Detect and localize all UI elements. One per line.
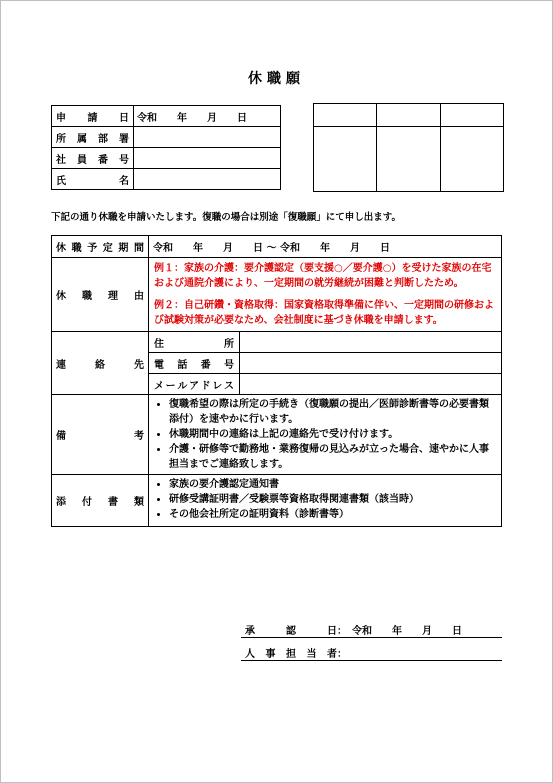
reason-example-2: 例２：自己研鑽・資格取得：国家資格取得準備に伴い、一定期間の研修および試験対策が必要なため、会社制度に基づき休職を申請します。: [154, 300, 494, 326]
name-label: 氏 名: [52, 169, 134, 190]
approval-date-line[interactable]: [241, 622, 502, 638]
remarks-cell: [149, 395, 502, 475]
department-field[interactable]: [134, 127, 281, 148]
employee-number-field[interactable]: [134, 148, 281, 169]
stamp-header-cell: [314, 104, 377, 127]
remarks-list: [151, 397, 496, 472]
reason-label: 休 職 理 由: [52, 258, 149, 332]
attachment-item: • その他会社所定の証明資料（診断書等）: [169, 507, 496, 522]
attachments-cell: [149, 475, 502, 527]
period-value[interactable]: 令和 年 月 日 ～ 令和 年 月 日: [149, 236, 502, 258]
remarks-item: • 休職期間中の連絡は上記の連絡先で受け付けます。: [169, 427, 496, 442]
hr-staff-line[interactable]: [241, 645, 502, 661]
email-field[interactable]: [240, 374, 502, 395]
reason-example-1: 例１：家族の介護：要介護認定（要支援○／要介護○）を受けた家族の在宅および通院介護により、一定期間の就労継続が困難と判断したため。: [154, 263, 492, 289]
apply-date-label: 申 請 日: [52, 106, 134, 127]
phone-field[interactable]: [240, 353, 502, 374]
hr-staff-label: 人 事 担 当 者: [245, 649, 337, 660]
approval-stamp-grid: [313, 103, 504, 192]
attachment-item: • 家族の要介護認定通知書: [169, 477, 496, 492]
stamp-header-cell: [440, 104, 503, 127]
hr-staff-value: ：: [337, 649, 347, 660]
attachments-list: [151, 477, 496, 522]
stamp-cell[interactable]: [440, 127, 503, 192]
applicant-table: [51, 105, 281, 190]
name-field[interactable]: [134, 169, 281, 190]
email-label: メ ー ル ア ド レ ス: [149, 374, 240, 395]
address-field[interactable]: [240, 332, 502, 353]
remarks-item: • 介護・研修等で勤務地・業務復帰の見込みが立った場合、速やかに人事担当までご連絡致します。: [169, 442, 496, 472]
apply-date-value[interactable]: 令和 年 月 日: [134, 106, 281, 127]
stamp-cell[interactable]: [377, 127, 440, 192]
attachment-item: • 研修受講証明書／受験票等資格取得関連書類（該当時）: [169, 492, 496, 507]
contact-label: 連 絡 先: [52, 332, 149, 395]
stamp-header-cell: [377, 104, 440, 127]
approval-date-value: ： 令和 年 月 日: [337, 626, 462, 637]
phone-label: 電 話 番 号: [149, 353, 240, 374]
contact-subtable: [149, 332, 501, 394]
employee-number-label: 社 員 番 号: [52, 148, 134, 169]
stamp-cell[interactable]: [314, 127, 377, 192]
attachments-label: 添 付 書 類: [52, 475, 149, 527]
reason-field[interactable]: [149, 258, 502, 332]
notice-text: 下記の通り休職を申請いたします。復職の場合は別途「復職願」にて申し出ます。: [51, 212, 401, 223]
period-label: 休 職 予 定 期 間: [52, 236, 149, 258]
document-title: 休職願: [248, 71, 305, 87]
contact-cell: [149, 332, 502, 395]
remarks-item: • 復職希望の際は所定の手続き（復職願の提出／医師診断書等の必要書類添付）を速やかに行います。: [169, 397, 496, 427]
department-label: 所 属 部 署: [52, 127, 134, 148]
leave-details-table: [51, 235, 502, 527]
approval-date-label: 承 認 日: [245, 626, 337, 637]
address-label: 住 所: [149, 332, 240, 353]
remarks-label: 備 考: [52, 395, 149, 475]
